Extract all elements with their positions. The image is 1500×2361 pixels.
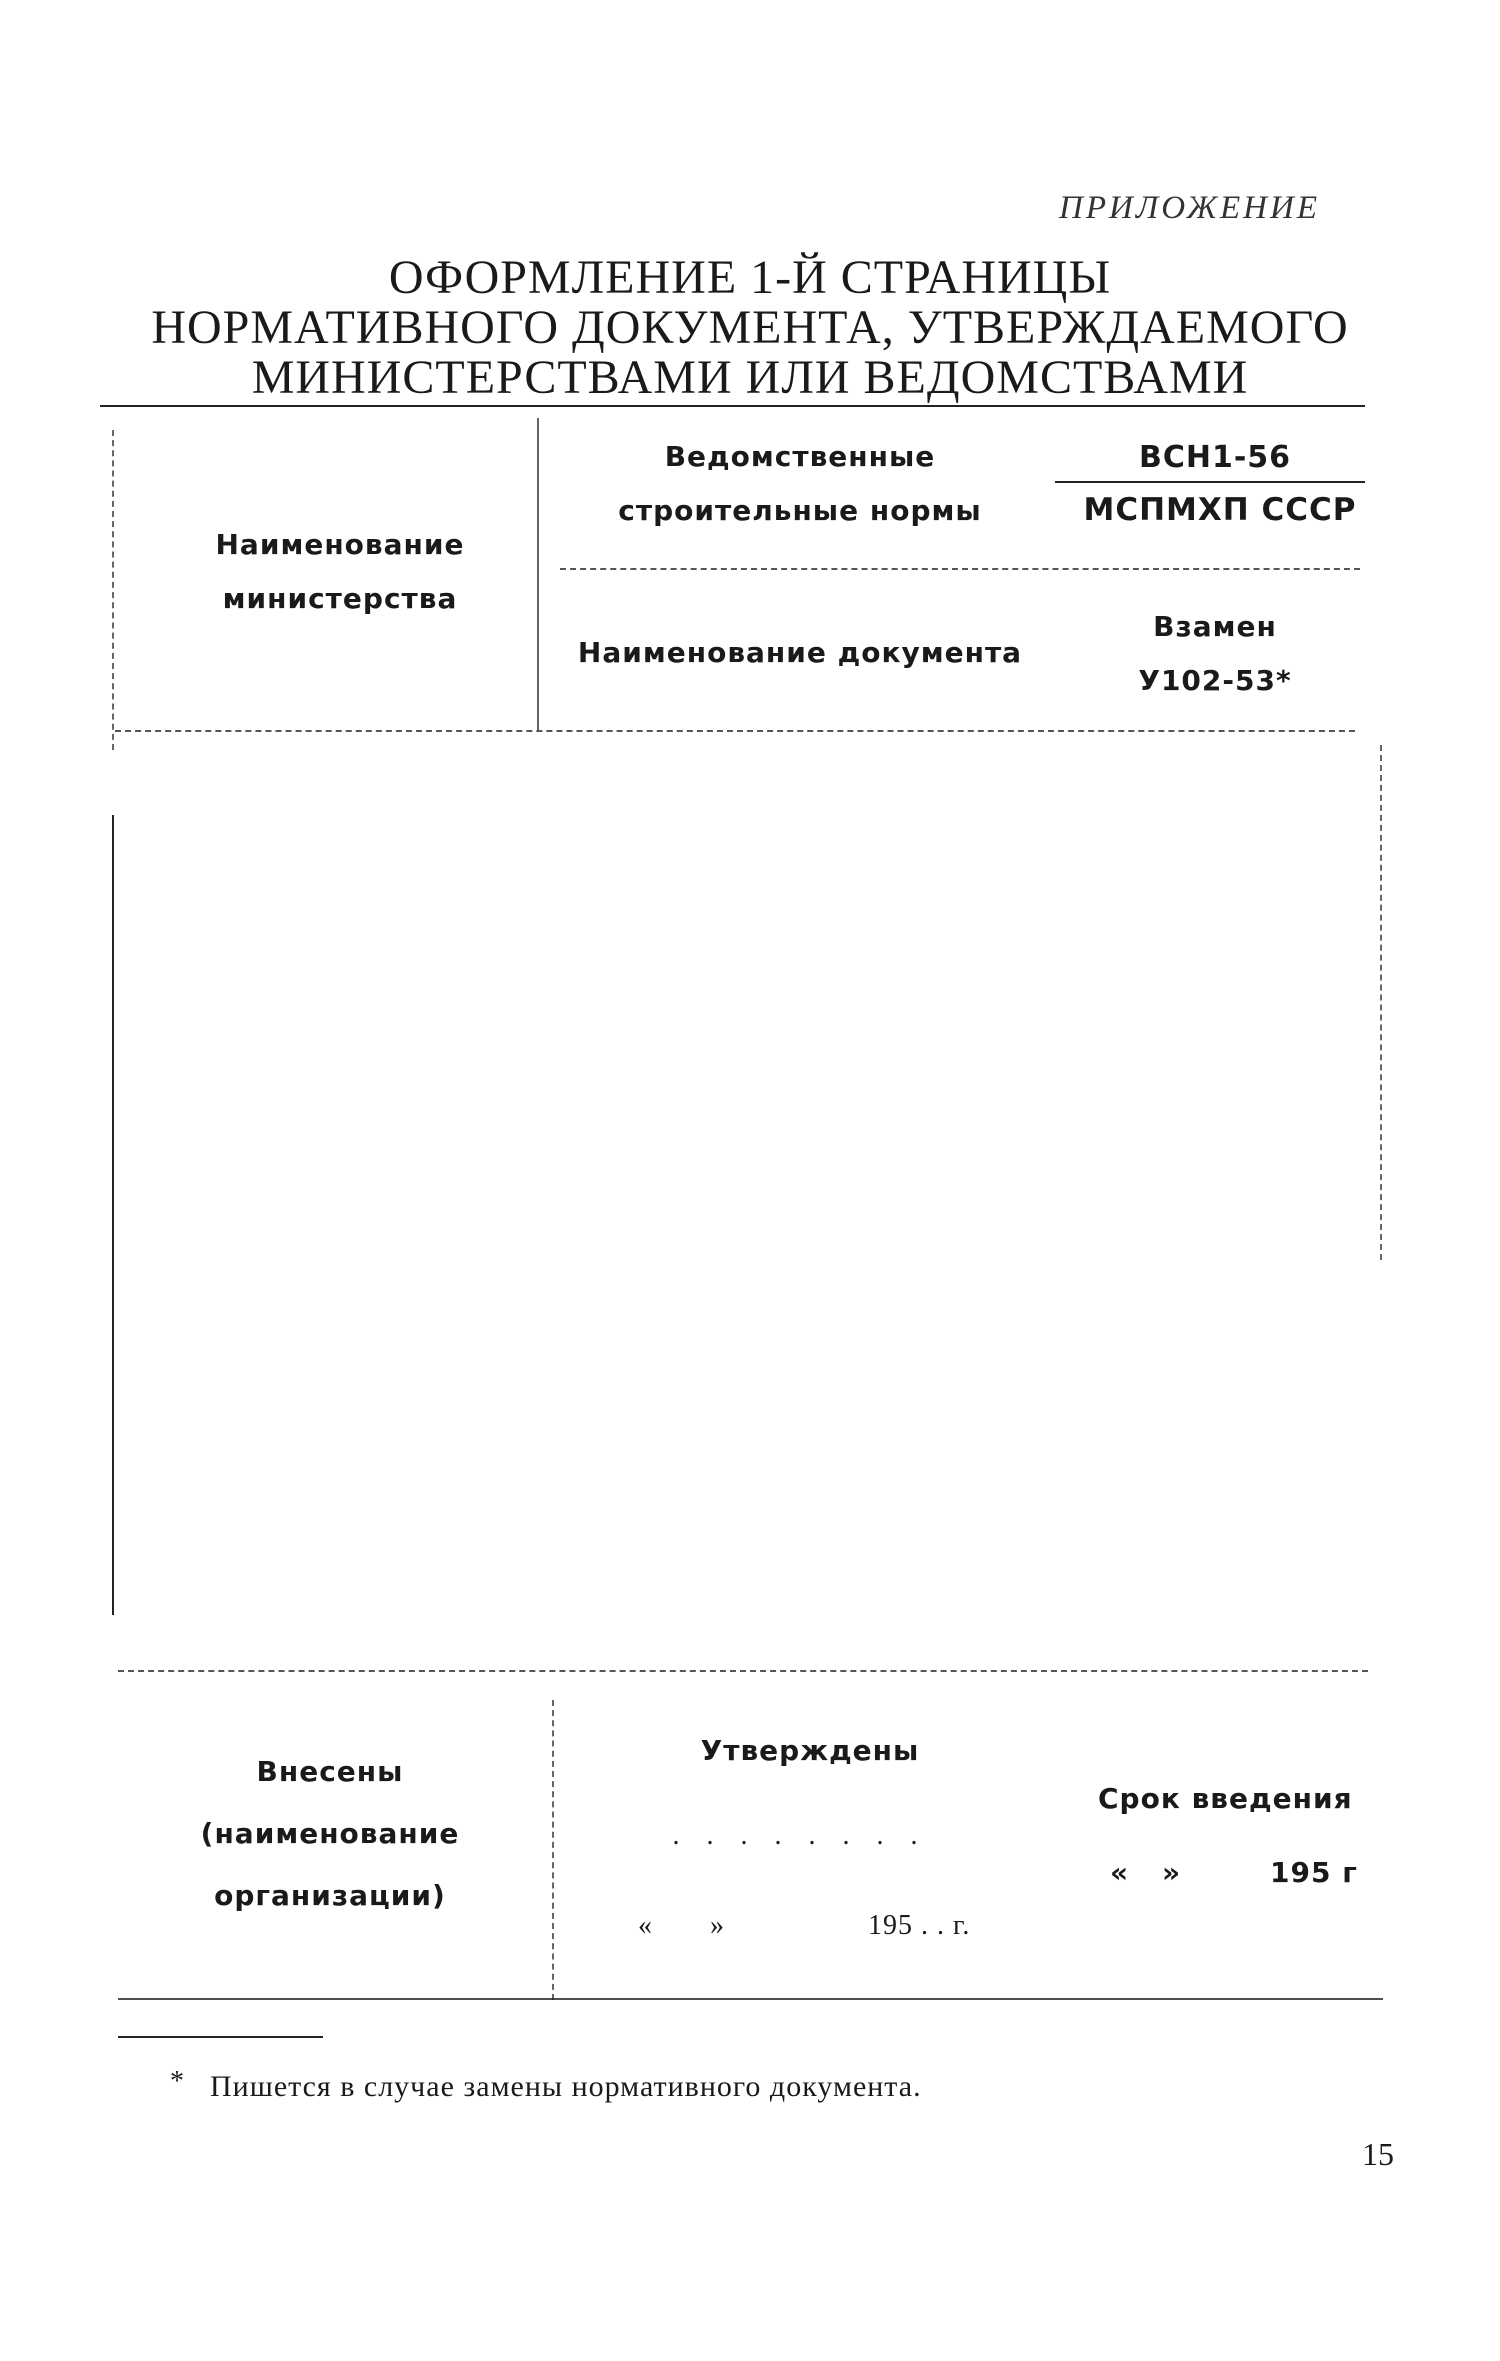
- top-table-bottom-rule: [115, 730, 1355, 732]
- norms-label-line-2: строительные нормы: [618, 494, 982, 527]
- effective-date-close: »: [1162, 1856, 1182, 1889]
- bottom-column-divider: [552, 1700, 554, 2000]
- approved-year: 195 . . г.: [868, 1910, 971, 1941]
- body-left-border: [112, 815, 114, 1615]
- ministry-label-line-2: министерства: [222, 582, 458, 615]
- bottom-table-top-rule: [118, 1670, 1368, 1672]
- body-right-border: [1380, 745, 1382, 1260]
- submitted-line-1: Внесены: [256, 1755, 404, 1788]
- ministry-label-line-1: Наименование: [215, 528, 465, 561]
- header-rule: [100, 405, 1365, 407]
- submitted-line-3: организации): [214, 1879, 446, 1912]
- replaces-label: Взамен: [1153, 610, 1277, 643]
- effective-year: 195 г: [1270, 1856, 1358, 1889]
- page-title-line-1: ОФОРМЛЕНИЕ 1-Й СТРАНИЦЫ: [388, 251, 1112, 304]
- footnote-text: Пишется в случае замены нормативного документа.: [210, 2070, 922, 2103]
- page-title-line-3: МИНИСТЕРСТВАМИ ИЛИ ВЕДОМСТВАМИ: [251, 351, 1249, 404]
- footnote-mark: *: [170, 2066, 184, 2097]
- bottom-table-bottom-rule: [118, 1998, 1383, 2000]
- page-title-line-2: НОРМАТИВНОГО ДОКУМЕНТА, УТВЕРЖДАЕМОГО: [151, 301, 1349, 354]
- ministry-code: МСПМХП СССР: [1083, 492, 1357, 528]
- replaces-code: У102-53*: [1138, 664, 1292, 697]
- norms-label-line-1: Ведомственные: [664, 440, 936, 473]
- top-row-divider: [560, 568, 1360, 570]
- approved-label: Утверждены: [700, 1734, 920, 1767]
- norm-code: ВСН1-56: [1138, 440, 1292, 475]
- document-name-label: Наименование документа: [577, 636, 1023, 669]
- approved-date-close: »: [710, 1910, 725, 1941]
- code-underline: [1055, 481, 1365, 483]
- footnote-rule: [118, 2036, 323, 2038]
- effective-label: Срок введения: [1098, 1782, 1353, 1815]
- top-column-divider: [537, 418, 539, 730]
- approved-dots: . . . . . . . .: [672, 1820, 928, 1851]
- approved-date-open: «: [638, 1910, 653, 1941]
- appendix-label: ПРИЛОЖЕНИЕ: [1059, 190, 1320, 226]
- submitted-line-2: (наименование: [200, 1817, 460, 1850]
- page-number: 15: [1362, 2136, 1394, 2172]
- top-left-border: [112, 430, 114, 750]
- effective-date-open: «: [1110, 1856, 1130, 1889]
